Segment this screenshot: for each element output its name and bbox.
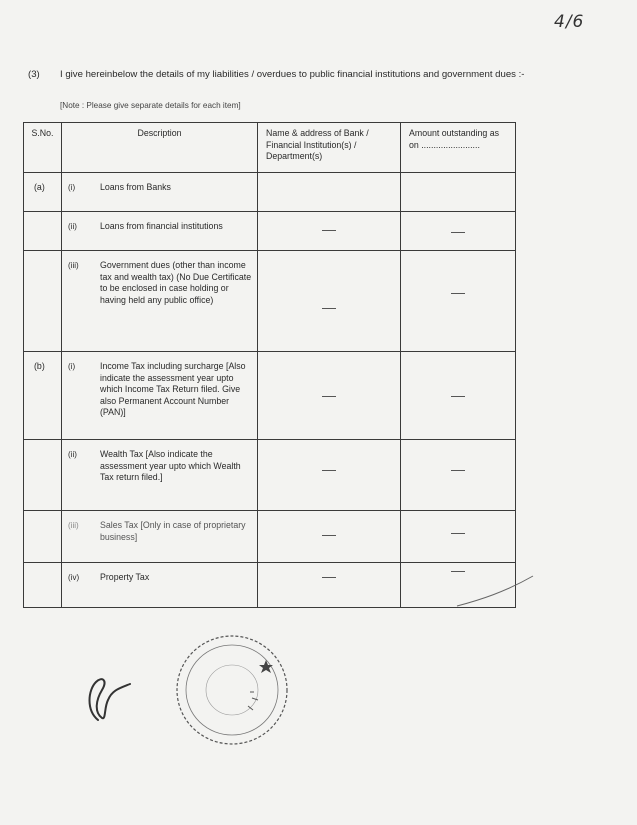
row-name-address <box>258 440 401 511</box>
header-name-address: Name & address of Bank / Financial Institution(s) / Department(s) <box>258 123 401 173</box>
row-sno <box>24 563 62 608</box>
row-description <box>62 173 258 212</box>
row-sub: (iv) <box>68 573 80 582</box>
dash-mark <box>451 470 465 471</box>
row-sno <box>24 251 62 352</box>
row-amount <box>401 173 516 212</box>
row-amount <box>401 251 516 352</box>
table-row <box>24 563 516 608</box>
row-sub: (i) <box>68 362 76 371</box>
row-sno: (a) <box>24 173 62 212</box>
row-description <box>62 251 258 352</box>
row-description <box>62 511 258 563</box>
row-desc-text: Wealth Tax [Also indicate the assessment year upto which Wealth Tax return filed.] <box>100 449 241 482</box>
pen-stroke <box>455 570 535 610</box>
row-name-address <box>258 173 401 212</box>
row-sno <box>24 212 62 251</box>
table-row <box>24 352 516 440</box>
header-row <box>24 123 516 173</box>
row-name-address <box>258 352 401 440</box>
row-sub: (i) <box>68 183 76 192</box>
row-name-address <box>258 563 401 608</box>
row-desc-text: Sales Tax [Only in case of proprietary business] <box>100 520 246 542</box>
header-amount: Amount outstanding as on ........................ <box>401 123 516 173</box>
intro-paragraph <box>28 68 548 81</box>
signature-icon <box>80 660 140 730</box>
row-name-address <box>258 251 401 352</box>
row-amount <box>401 212 516 251</box>
table-row <box>24 440 516 511</box>
dash-mark <box>451 293 465 294</box>
row-desc-text: Property Tax <box>100 572 150 582</box>
dash-mark <box>322 308 336 309</box>
row-amount <box>401 511 516 563</box>
official-seal-icon <box>170 632 290 748</box>
row-name-address <box>258 212 401 251</box>
intro-text: I give hereinbelow the details of my liabilities / overdues to public financial institutions and government dues :- <box>60 69 525 80</box>
note-text: [Note : Please give separate details for each item] <box>60 101 241 110</box>
header-sno: S.No. <box>24 123 62 173</box>
row-description <box>62 352 258 440</box>
row-sub: (ii) <box>68 222 77 231</box>
header-description: Description <box>62 123 258 173</box>
row-sno <box>24 440 62 511</box>
row-description <box>62 563 258 608</box>
item-number: (3) <box>28 69 40 80</box>
page-number: 4/6 <box>554 12 585 32</box>
row-desc-text: Government dues (other than income tax and wealth tax) (No Due Certificate to be enclosed in case holding or having held any public office) <box>100 260 252 305</box>
row-description <box>62 440 258 511</box>
row-amount <box>401 440 516 511</box>
row-sub: (iii) <box>68 521 79 530</box>
row-sno <box>24 511 62 563</box>
row-name-address <box>258 511 401 563</box>
row-sub: (iii) <box>68 261 79 270</box>
row-description <box>62 212 258 251</box>
dash-mark <box>322 396 336 397</box>
row-desc-text: Loans from financial institutions <box>100 221 223 231</box>
dash-mark <box>451 396 465 397</box>
row-desc-text: Loans from Banks <box>100 182 171 192</box>
table-row <box>24 251 516 352</box>
dash-mark <box>451 533 465 534</box>
table-row <box>24 511 516 563</box>
liabilities-table <box>23 122 516 608</box>
row-sno: (b) <box>24 352 62 440</box>
table-row <box>24 212 516 251</box>
dash-mark <box>322 577 336 578</box>
row-desc-text: Income Tax including surcharge [Also indicate the assessment year upto which Income Tax Return filed. Give also Permanent Account Number (PAN)] <box>100 361 246 417</box>
table-row <box>24 173 516 212</box>
dash-mark <box>322 230 336 231</box>
dash-mark <box>322 470 336 471</box>
row-sub: (ii) <box>68 450 77 459</box>
dash-mark <box>451 232 465 233</box>
dash-mark <box>322 535 336 536</box>
row-amount <box>401 352 516 440</box>
